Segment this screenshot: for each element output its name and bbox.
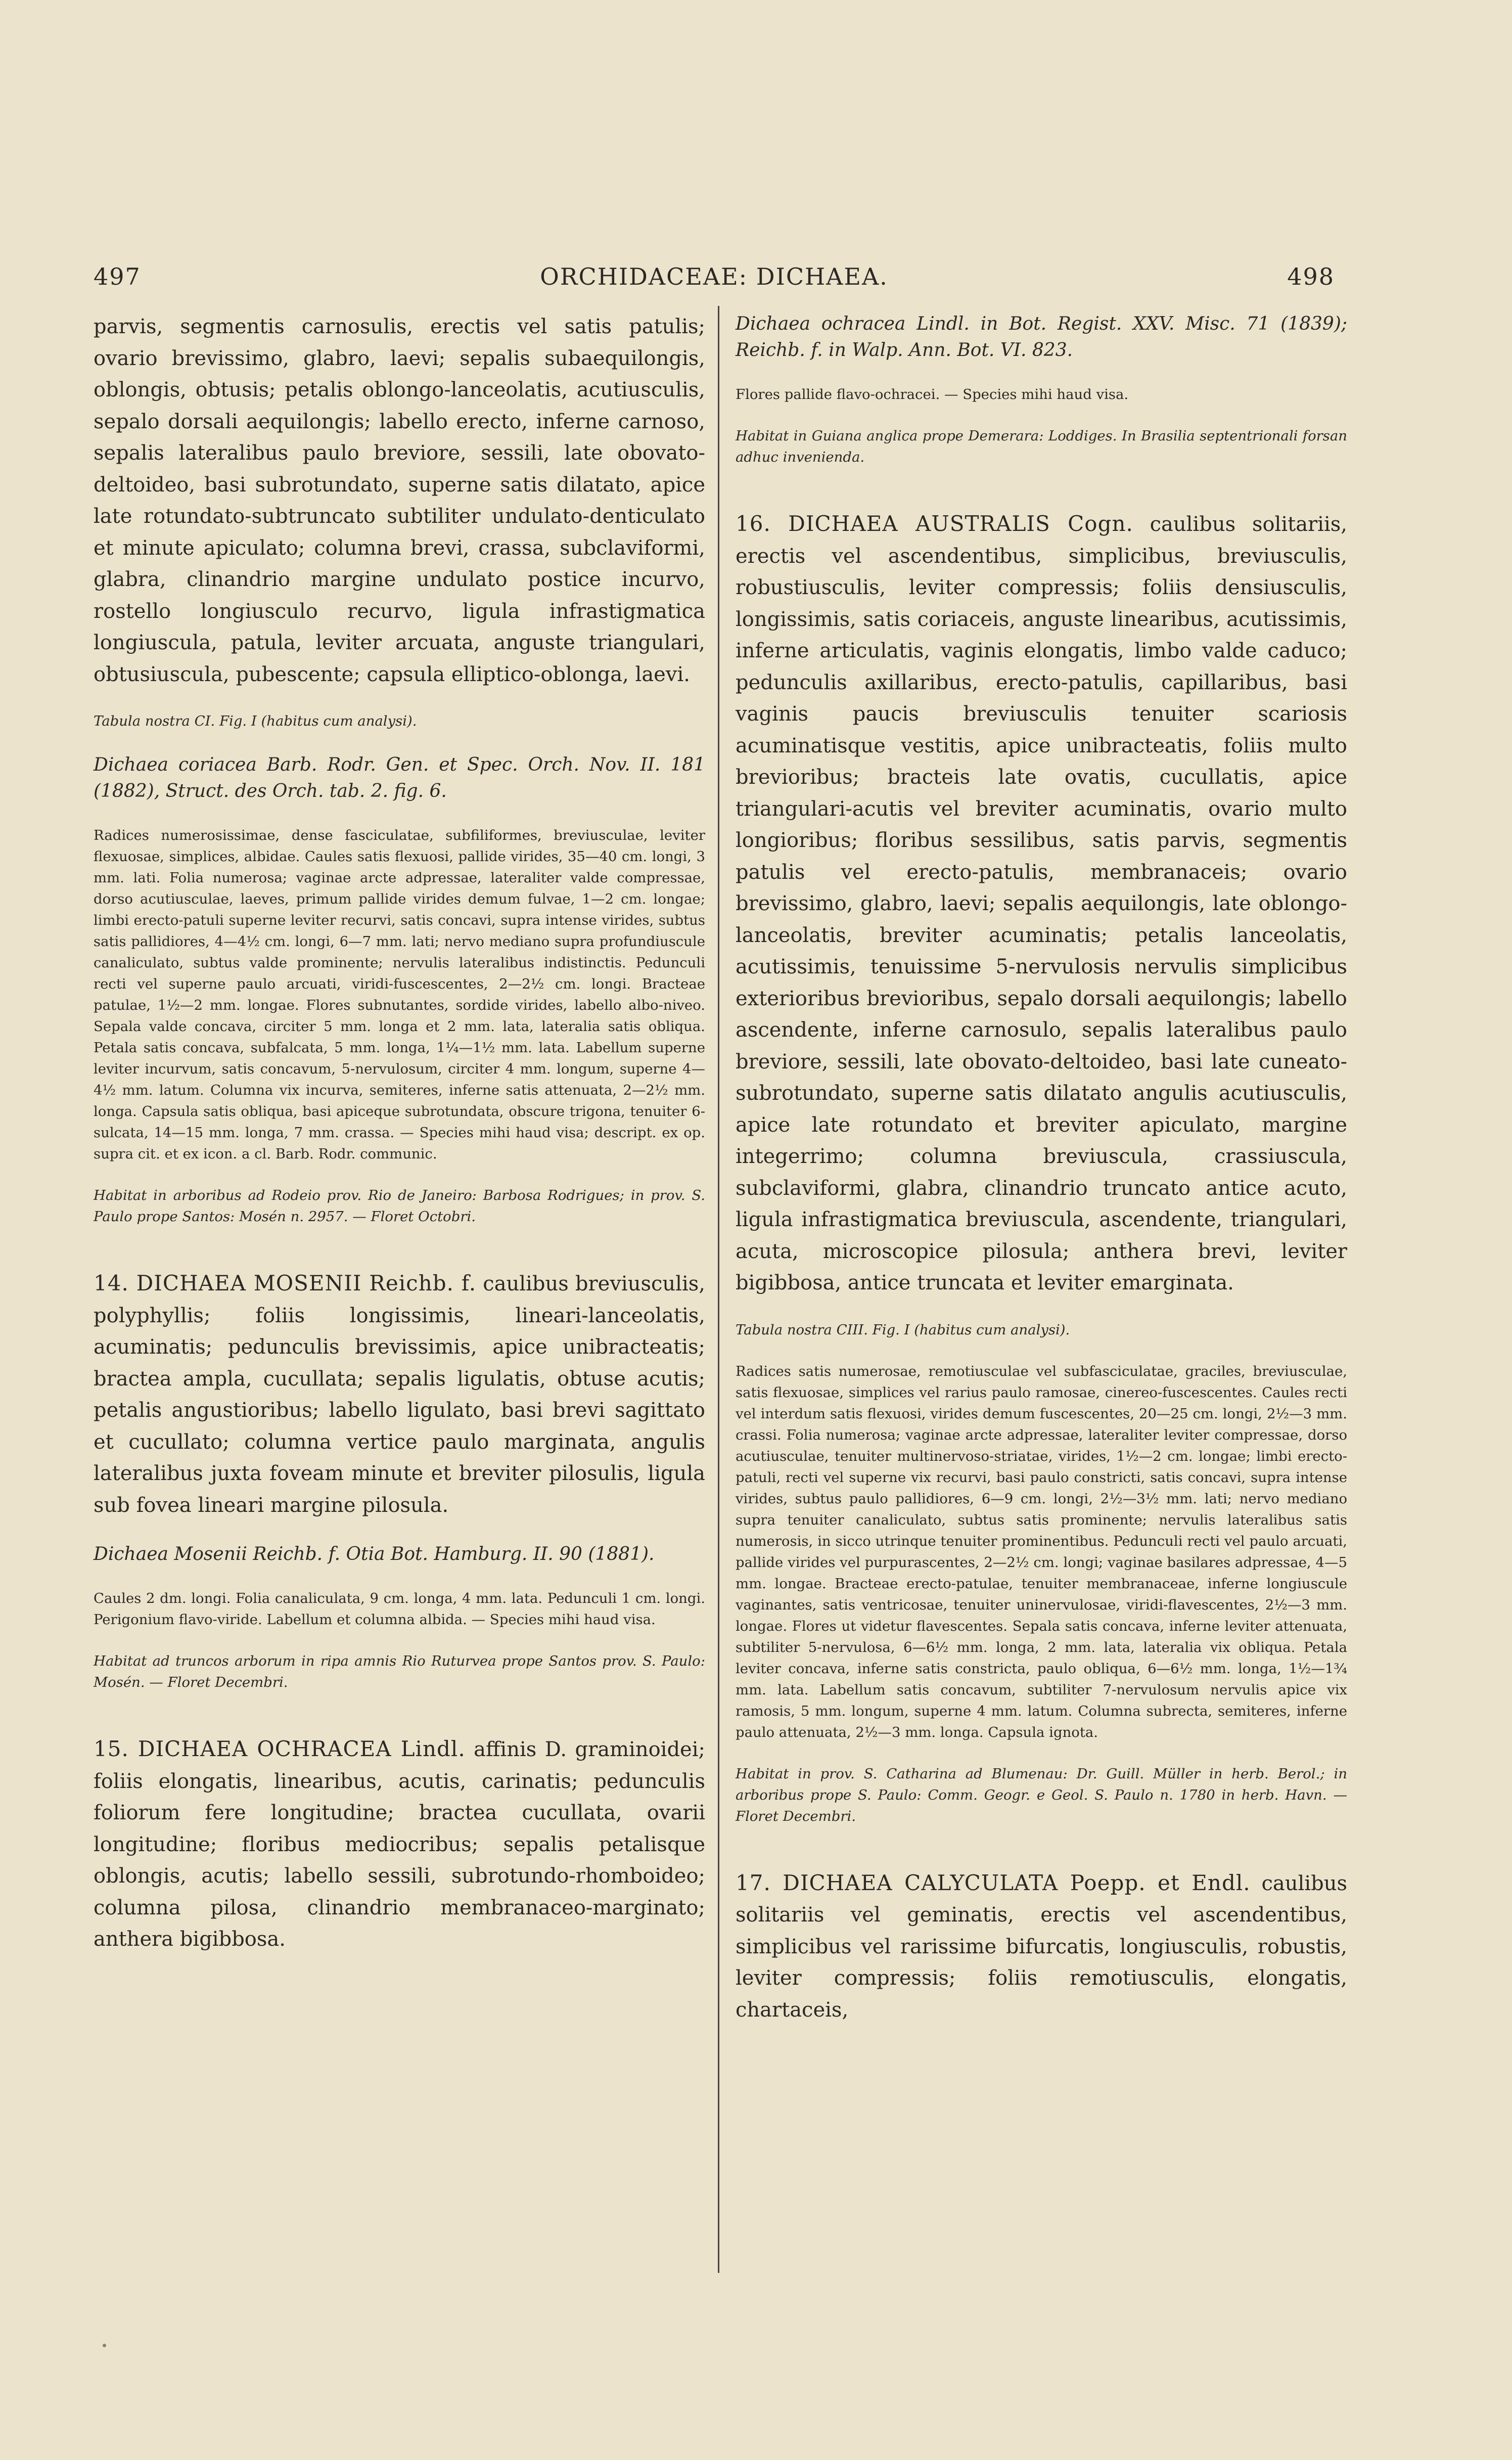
detailed-description: Caules 2 dm. longi. Folia canaliculata, 9 cm. longa, 4 mm. lata. Pedunculi 1 cm. longi. Perigonium flavo-viride. Labellum et columna albida. — Species mihi haud visa. [94,1590,705,1628]
page-header [94,263,1335,298]
species-heading: 17. DICHAEA CALYCULATA Poepp. et Endl. [736,1870,1251,1895]
detailed-description: Radices numerosissimae, dense fasciculatae, subfiliformes, breviusculae, leviter flexuosae, simplices, albidae. Caules satis flexuosi, pallide virides, 35—40 cm. longi, 3 mm. lati. Folia numerosa; vaginae arcte adpressae, lateraliter valde compressae, dorso acutiusculae, laeves, primum pallide virides demum fulvae, 1—2 cm. longae; limbi erecto-patuli superne leviter recurvi, satis concavi, supra intense virides, subtus satis pallidiores, 4—4½ cm. longi, 6—7 mm. lati; nervo mediano supra profundiuscule canaliculato, subtus valde prominente; nervulis lateralibus indistinctis. Pedunculi recti vel superne paulo arcuati, viridi-fuscescentes, 2—2½ cm. longi. Bracteae patulae, 1½—2 mm. longae. Flores subnutantes, sordide virides, labello albo-niveo. Sepala valde concava, circiter 5 mm. longa et 2 mm. lata, lateralia satis obliqua. Petala satis concava, subfalcata, 5 mm. longa, 1¼—1½ mm. lata. Labellum superne leviter incurvum, satis concavum, 5-nervulosum, circiter 4 mm. longum, superne 4—4½ mm. latum. Columna vix incurva, semiteres, inferne satis attenuata, 2—2½ mm. longa. Capsula satis obliqua, basi apiceque subrotundata, obscure trigona, tenuiter 6-sulcata, 14—15 mm. longa, 7 mm. crassa. — Species mihi haud visa; descript. ex op. supra cit. et ex icon. a cl. Barb. Rodr. communic. [94,827,705,1162]
species-heading: 16. DICHAEA AUSTRALIS Cogn. [736,511,1133,536]
right-column [736,311,1347,2026]
habitat: Habitat in arboribus ad Rodeio prov. Rio de Janeiro: Barbosa Rodrigues; in prov. S. Paulo prope Santos: Mosén n. 2957. — Floret Octobri. [94,1187,705,1225]
description-paragraph: parvis, segmentis carnosulis, erectis vel satis patulis; ovario brevissimo, glabro, laevi; sepalis subaequilongis, oblongis, obtusis; petalis oblongo-lanceolatis, acutiusculis, sepalo dorsali aequilongis; labello erecto, inferne carnoso, sepalis lateralibus paulo breviore, sessili, late obovato-deltoideo, basi subrotundato, superne satis dilatato, apice late rotundato-subtruncato subtiliter undulato-denticulato et minute apiculato; columna brevi, crassa, subclaviformi, glabra, clinandrio margine undulato postice incurvo, rostello longiusculo recurvo, ligula infrastigmatica longiuscula, patula, leviter arcuata, anguste triangulari, obtusiuscula, pubescente; capsula elliptico-oblonga, laevi. [94,315,705,686]
tabula-reference: Tabula nostra CIII. Fig. I (habitus cum analysi). [736,1321,1070,1338]
citation: Dichaea ochracea Lindl. in Bot. Regist. XXV. Misc. 71 (1839); Reichb. f. in Walp. Ann. Bot. VI. 823. [736,314,1347,361]
species-17: 17. DICHAEA CALYCULATA Poepp. et Endl. caulibus solitariis vel geminatis, erectis vel ascendentibus, simplicibus vel rarissime bifurcatis, longiusculis, robustis, leviter compressis; foliis remotiusculis, elongatis, chartaceis, [736,1870,1348,2022]
running-title: ORCHIDACEAE: DICHAEA. [540,263,888,290]
habitat: Habitat in Guiana anglica prope Demerara: Loddiges. In Brasilia septentrionali forsan adhuc invenienda. [736,428,1347,465]
detailed-description: Flores pallide flavo-ochracei. — Species mihi haud visa. [736,386,1129,402]
species-16: 16. DICHAEA AUSTRALIS Cogn. caulibus solitariis, erectis vel ascendentibus, simplicibus, breviusculis, robustiusculis, leviter compressis; foliis densiusculis, longissimis, satis coriaceis, anguste linearibus, acutissimis, inferne articulatis, vaginis elongatis, limbo valde caduco; pedunculis axillaribus, erecto-patulis, capillaribus, basi vaginis paucis breviusculis tenuiter scariosis acuminatisque vestitis, apice unibracteatis, foliis multo brevioribus; bracteis late ovatis, cucullatis, apice triangulari-acutis vel breviter acuminatis, ovario multo longioribus; floribus sessilibus, satis parvis, segmentis patulis vel erecto-patulis, membranaceis; ovario brevissimo, glabro, laevi; sepalis aequilongis, late oblongo-lanceolatis, breviter acuminatis; petalis lanceolatis, acutissimis, tenuissime 5-nervulosis nervulis simplicibus exterioribus brevioribus, sepalo dorsali aequilongis; labello ascendente, inferne carnosulo, sepalis lateralibus paulo breviore, sessili, late obovato-deltoideo, basi late cuneato-subrotundato, superne satis dilatato angulis acutiusculis, apice late rotundato et breviter apiculato, margine integerrimo; columna breviuscula, crassiuscula, subclaviformi, glabra, clinandrio truncato antice acuto, ligula infrastigmatica breviuscula, ascendente, triangulari, acuta, microscopice pilosula; anthera brevi, leviter bigibbosa, antice truncata et leviter emarginata. [736,511,1348,1294]
paper-speck [103,2344,106,2347]
page-number-left: 497 [94,263,141,290]
tabula-reference: Tabula nostra CI. Fig. I (habitus cum analysi). [94,713,417,729]
habitat: Habitat in prov. S. Catharina ad Blumenau: Dr. Guill. Müller in herb. Berol.; in arboribus prope S. Paulo: Comm. Geogr. e Geol. S. Paulo n. 1780 in herb. Havn. — Floret Decembri. [736,1765,1347,1824]
species-15: 15. DICHAEA OCHRACEA Lindl. affinis D. graminoidei; foliis elongatis, linearibus, acutis, carinatis; pedunculis foliorum fere longitudine; bractea cucullata, ovarii longitudine; floribus mediocribus; sepalis petalisque oblongis, acutis; labello sessili, subrotundo-rhomboideo; columna pilosa, clinandrio membranaceo-marginato; anthera bigibbosa. [94,1736,705,1951]
species-heading: 14. DICHAEA MOSENII Reichb. f. [94,1271,477,1295]
left-column [94,311,705,1955]
species-heading: 15. DICHAEA OCHRACEA Lindl. [94,1736,466,1761]
citation: Dichaea Mosenii Reichb. f. Otia Bot. Hamburg. II. 90 (1881). [94,1544,655,1564]
page-number-right: 498 [1287,263,1335,290]
species-14: 14. DICHAEA MOSENII Reichb. f. caulibus breviusculis, polyphyllis; foliis longissimis, lineari-lanceolatis, acuminatis; pedunculis brevissimis, apice unibracteatis; bractea ampla, cucullata; sepalis ligulatis, obtuse acutis; petalis angustioribus; labello ligulato, basi brevi sagittato et cucullato; columna vertice paulo marginata, angulis lateralibus juxta foveam minute et breviter pilosulis, ligula sub fovea lineari margine pilosula. [94,1271,705,1517]
citation: Dichaea coriacea Barb. Rodr. Gen. et Spec. Orch. Nov. II. 181 (1882), Struct. des Orch. tab. 2. fig. 6. [94,754,705,801]
detailed-description: Radices satis numerosae, remotiusculae vel subfasciculatae, graciles, breviusculae, satis flexuosae, simplices vel rarius paulo ramosae, cinereo-fuscescentes. Caules recti vel interdum satis flexuosi, virides demum fuscescentes, 20—25 cm. longi, 2½—3 mm. crassi. Folia numerosa; vaginae arcte adpressae, lateraliter leviter compressae, dorso acutiusculae, tenuiter multinervoso-striatae, virides, 1½—2 cm. longae; limbi erecto-patuli, recti vel superne vix recurvi, basi paulo constricti, satis concavi, supra intense virides, subtus paulo pallidiores, 6—9 cm. longi, 2½—3½ mm. lati; nervo mediano supra tenuiter canaliculato, subtus satis prominente; nervulis lateralibus satis numerosis, in sicco utrinque tenuiter prominentibus. Pedunculi recti vel paulo arcuati, pallide virides vel purpurascentes, 2—2½ cm. longi; vaginae basilares adpressae, 4—5 mm. longae. Bracteae erecto-patulae, tenuiter membranaceae, inferne longiuscule vaginantes, satis ventricosae, tenuiter uninervulosae, viridi-flavescentes, 2½—3 mm. longae. Flores ut videtur flavescentes. Sepala satis concava, inferne leviter attenuata, subtiliter 5-nervulosa, 6—6½ mm. longa, 2 mm. lata, lateralia vix obliqua. Petala leviter concava, inferne satis constricta, paulo obliqua, 6—6½ mm. longa, 1½—1¾ mm. lata. Labellum satis concavum, subtiliter 7-nervulosum nervulis apice vix ramosis, 5 mm. longum, superne 4 mm. latum. Columna subrecta, semiteres, inferne paulo attenuata, 2½—3 mm. longa. Capsula ignota. [736,1363,1347,1740]
habitat: Habitat ad truncos arborum in ripa amnis Rio Ruturvea prope Santos prov. S. Paulo: Mosén. — Floret Decembri. [94,1653,705,1690]
column-divider [718,306,719,2273]
